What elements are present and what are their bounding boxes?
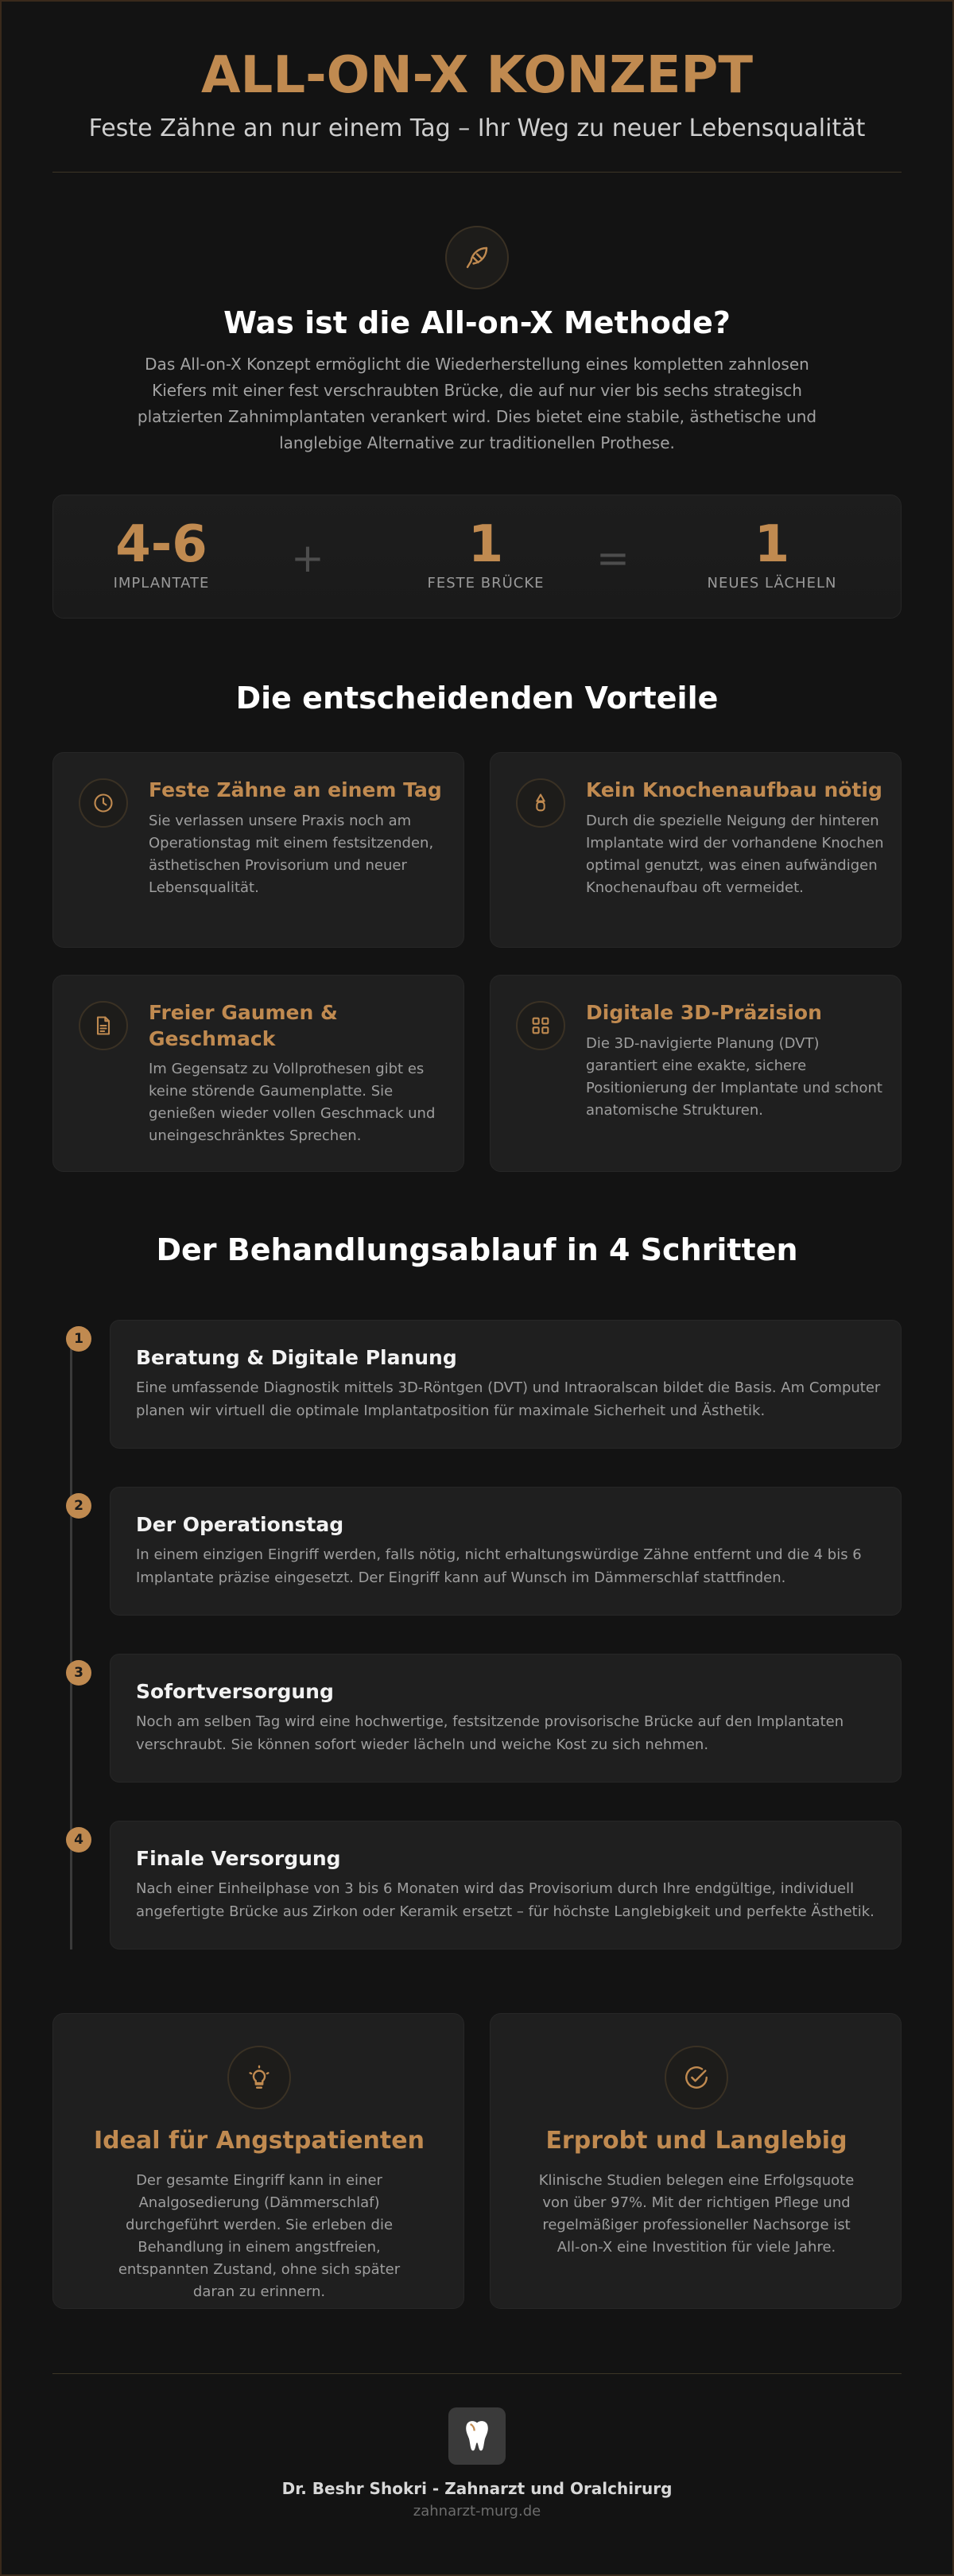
anxiety-card (52, 2013, 464, 2309)
longevity-text: Klinische Studien belegen eine Erfolgsquote von über 97%. Mit der richtigen Pflege und regelmäßiger professioneller Nachsorge ist All-on-X eine Investition für viele Jahre. (538, 2172, 855, 2256)
benefit-text: Im Gegensatz zu Vollprothesen gibt es keine störende Gaumenplatte. Sie genießen wieder vollen Geschmack und uneingeschränktes Sprechen. (149, 1061, 436, 1144)
footer-practice-name: Dr. Beshr Shokri - Zahnarzt und Oralchirurg (281, 2479, 673, 2498)
longevity-card (490, 2013, 902, 2309)
benefit-card (52, 752, 464, 948)
equals-sign: = (596, 535, 630, 581)
step-card (110, 1487, 902, 1616)
check-circle-icon (665, 2046, 728, 2109)
step-card (110, 1654, 902, 1783)
formula-label: NEUES LÄCHELN (707, 575, 837, 592)
formula-item-smile (669, 516, 875, 592)
timeline-line (70, 1336, 72, 1949)
benefit-title: Kein Knochenaufbau nötig (586, 778, 882, 801)
longevity-title: Erprobt und Langlebig (545, 2127, 847, 2155)
footer-website-link[interactable]: zahnarzt-murg.de (413, 2503, 541, 2520)
step-title: Finale Versorgung (136, 1847, 341, 1870)
intro-heading: Was ist die All-on-X Methode? (223, 305, 731, 340)
step-text: In einem einzigen Eingriff werden, falls nötig, nicht erhaltungswürdige Zähne entfernt und die 4 bis 6 Implantate präzise eingesetzt. Der Eingriff kann auf Wunsch im Dämmerschlaf stattfinden. (136, 1546, 862, 1586)
formula-item-implants (58, 516, 265, 592)
benefit-card (490, 975, 902, 1172)
lightbulb-icon (227, 2046, 291, 2109)
clock-icon (79, 778, 128, 828)
step-text: Noch am selben Tag wird eine hochwertige, festsitzende provisorische Brücke auf den Implantaten verschraubt. Sie können sofort wieder lächeln und weiche Kost zu sich nehmen. (136, 1713, 844, 1753)
benefit-text: Durch die spezielle Neigung der hinteren Implantate wird der vorhandene Knochen optimal genutzt, was einen aufwändigen Knochenaufbau oft vermeidet. (586, 813, 884, 896)
benefit-title: Digitale 3D-Präzision (586, 1001, 822, 1024)
step-card (110, 1821, 902, 1949)
step-text: Nach einer Einheilphase von 3 bis 6 Monaten wird das Provisorium durch Ihre endgültige, individuell angefertigte Brücke aus Zirkon oder Keramik ersetzt – für höchste Langlebigkeit und perfekte Ästhetik. (136, 1880, 874, 1920)
formula-item-bridge (382, 516, 589, 592)
document-icon (79, 1001, 128, 1050)
benefit-card (52, 975, 464, 1172)
anxiety-title: Ideal für Angstpatienten (94, 2127, 425, 2155)
step-number: 4 (66, 1827, 91, 1852)
footer-divider (52, 2373, 902, 2374)
anxiety-text: Der gesamte Eingriff kann in einer Analgosedierung (Dämmerschlaf) durchgeführt werden. Sie erleben die Behandlung in einem angstfreien, entspannten Zustand, ohne sich später daran zu erinnern. (118, 2172, 401, 2300)
formula-value: 1 (754, 515, 790, 574)
benefit-card (490, 752, 902, 948)
benefit-title: Freier Gaumen & Geschmack (149, 1001, 338, 1050)
formula-label: IMPLANTATE (113, 575, 210, 592)
implant-icon (516, 778, 565, 828)
formula-label: FESTE BRÜCKE (427, 575, 545, 592)
tooth-logo-icon (448, 2407, 506, 2465)
benefit-title: Feste Zähne an einem Tag (149, 778, 442, 801)
intro-text: Das All-on-X Konzept ermöglicht die Wiederherstellung eines kompletten zahnlosen Kiefers mit einer fest verschraubten Brücke, die auf nur vier bis sechs strategisch platzierten Zahnimplantaten verankert wird. Dies bietet eine stabile, ästhetische und langlebige Alternative zur traditionellen Prothese. (137, 355, 817, 452)
benefits-heading: Die entscheidenden Vorteile (235, 681, 719, 716)
tooth-feather-icon (445, 226, 509, 289)
formula-panel (52, 495, 902, 619)
grid-icon (516, 1001, 565, 1050)
benefit-text: Die 3D-navigierte Planung (DVT) garantiert eine exakte, sichere Positionierung der Implantate und schont anatomische Strukturen. (586, 1035, 882, 1119)
step-title: Der Operationstag (136, 1513, 344, 1536)
page-subtitle: Feste Zähne an nur einem Tag – Ihr Weg zu neuer Lebensqualität (88, 114, 866, 142)
step-number: 2 (66, 1493, 91, 1519)
benefit-text: Sie verlassen unsere Praxis noch am Operationstag mit einem festsitzenden, ästhetischen Provisorium und neuer Lebensqualität. (149, 813, 434, 896)
page-header (0, 0, 954, 142)
formula-value: 4-6 (115, 515, 207, 574)
header-divider (52, 172, 902, 173)
step-number: 3 (66, 1660, 91, 1686)
plus-sign: + (291, 535, 324, 581)
formula-value: 1 (467, 515, 504, 574)
process-heading: Der Behandlungsablauf in 4 Schritten (156, 1232, 798, 1267)
page-title: ALL-ON-X KONZEPT (201, 46, 753, 105)
step-card (110, 1320, 902, 1449)
step-title: Sofortversorgung (136, 1680, 334, 1703)
step-text: Eine umfassende Diagnostik mittels 3D-Röntgen (DVT) und Intraoralscan bildet die Basis. Am Computer planen wir virtuell die optimale Implantatposition für maximale Sicherheit und Ästhetik. (136, 1379, 881, 1419)
step-number: 1 (66, 1326, 91, 1352)
step-title: Beratung & Digitale Planung (136, 1346, 457, 1369)
